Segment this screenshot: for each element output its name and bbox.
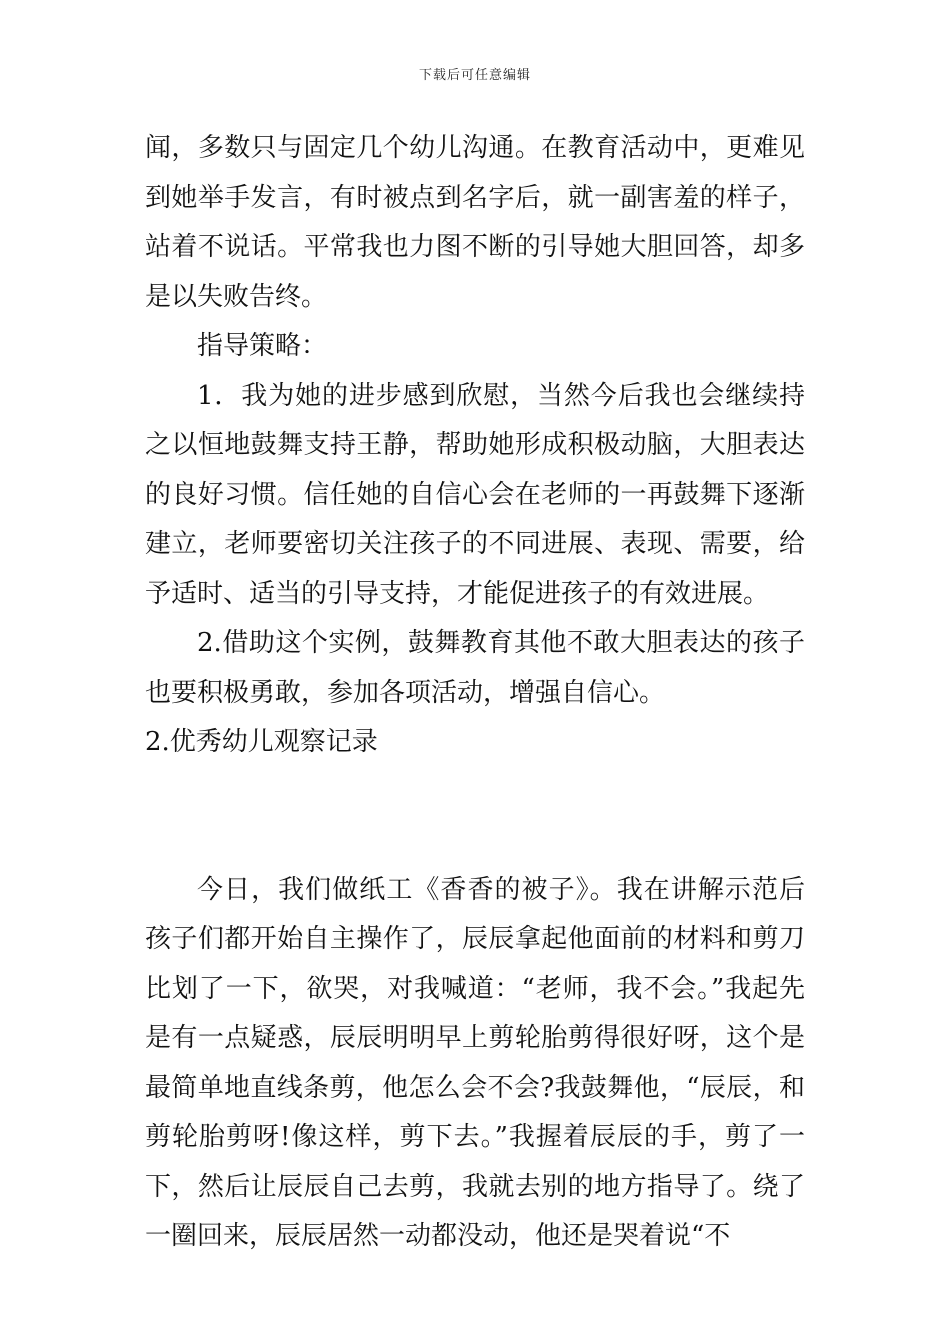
page-header: 下载后可任意编辑 <box>418 68 531 83</box>
paragraph-guidance-title: 指导策略： <box>197 331 328 361</box>
blank-space <box>145 768 805 866</box>
paragraph-observation: 今日，我们做纸工《香香的被子》。我在讲解示范后孩子们都开始自主操作了，辰辰拿起他面前的材料和剪刀比划了一下，欲哭，对我喊道：“老师，我不会。”我起先是有一点疑惑，辰辰明明早上剪轮胎剪得很好呀，这个是最简单地直线条剪，他怎么会不会?我鼓舞他，“辰辰，和剪轮胎剪呀!像这样，剪下去。”我握着辰辰的手，剪了一下，然后让辰辰自己去剪，我就去别的地方指导了。绕了一圈回来，辰辰居然一动都没动，他还是哭着说“不 <box>145 874 805 1251</box>
paragraph-strategy-2: 2.借助这个实例，鼓舞教育其他不敢大胆表达的孩子也要积极勇敢，参加各项活动，增强自信心。 <box>145 628 805 708</box>
paragraph-strategy-1: 1．我为她的进步感到欣慰，当然今后我也会继续持之以恒地鼓舞支持王静，帮助她形成积极动脑，大胆表达的良好习惯。信任她的自信心会在老师的一再鼓舞下逐渐建立，老师要密切关注孩子的不同进展、表现、需要，给予适时、适当的引导支持，才能促进孩子的有效进展。 <box>145 380 805 609</box>
document-body <box>145 124 805 1262</box>
paragraph-1: 闻，多数只与固定几个幼儿沟通。在教育活动中，更难见到她举手发言，有时被点到名字后，就一副害羞的样子，站着不说话。平常我也力图不断的引导她大胆回答，却多是以失败告终。 <box>145 133 805 312</box>
section-heading: 2.优秀幼儿观察记录 <box>145 727 378 757</box>
